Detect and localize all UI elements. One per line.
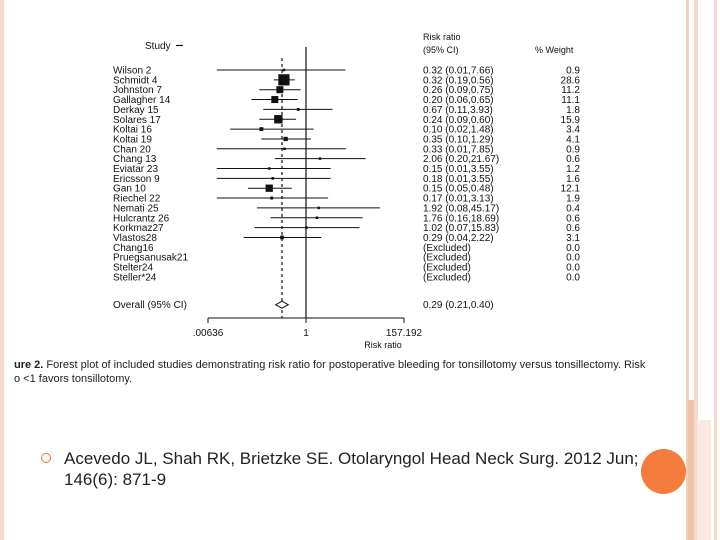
overall-diamond	[276, 301, 288, 308]
effect-marker	[278, 74, 289, 85]
study-name: Solares 17	[113, 114, 161, 126]
effect-marker	[270, 197, 273, 200]
ci-value: 2.06 (0.20,21.67)	[423, 154, 500, 166]
study-row	[113, 144, 580, 155]
overall-label: Overall (95% CI)	[113, 300, 187, 312]
x-axis-label: Risk ratio	[364, 340, 402, 350]
weight-value: 0.0	[566, 252, 580, 264]
study-row	[113, 66, 580, 77]
figure-caption	[14, 358, 682, 386]
study-row	[113, 154, 580, 165]
study-row	[113, 164, 580, 175]
study-row	[113, 253, 580, 264]
study-row	[113, 115, 580, 126]
weight-value: 1.6	[566, 173, 580, 185]
overall-ci-value: 0.29 (0.21,0.40)	[423, 300, 494, 312]
effect-marker	[284, 137, 288, 141]
ci-header: (95% CI)	[423, 45, 459, 55]
study-row	[113, 184, 580, 195]
ci-value: 0.29 (0.04,2.22)	[423, 232, 494, 244]
study-name: Gan 10	[113, 183, 146, 195]
effect-marker	[259, 127, 263, 131]
study-name: Schmidt 4	[113, 75, 158, 87]
weight-value: 1.2	[566, 164, 580, 175]
decorative-circle	[641, 449, 686, 494]
weight-value: 1.8	[566, 104, 580, 116]
slide-border-right	[714, 0, 717, 540]
ci-value: 0.67 (0.11,3.93)	[423, 104, 493, 116]
effect-marker	[276, 86, 283, 93]
ci-value: 0.18 (0.01,3.55)	[423, 173, 494, 185]
bullet-icon	[41, 453, 51, 463]
caption-text: Forest plot of included studies demonstrating risk ratio for postoperative bleeding for tonsillotomy versus tonsillectomy. Risk	[46, 359, 646, 371]
study-name: Johnston 7	[113, 85, 162, 97]
slide-border-accent	[688, 400, 694, 540]
ci-value: (Excluded)	[423, 252, 471, 264]
effect-marker	[280, 236, 284, 240]
effect-marker	[297, 108, 300, 111]
weight-value: 11.1	[561, 95, 580, 107]
study-header: Study	[145, 41, 171, 52]
weight-value: 0.9	[566, 144, 580, 156]
study-row	[113, 74, 580, 86]
ci-value: 1.92 (0.08,45.17)	[423, 203, 500, 215]
study-name: Eviatar 23	[113, 164, 159, 175]
effect-marker	[317, 207, 320, 210]
study-name: Koltai 19	[113, 134, 152, 146]
slide-border-accent	[697, 420, 711, 540]
weight-value: 0.0	[566, 272, 580, 284]
study-name: Riechel 22	[113, 193, 161, 205]
study-name: Chang16	[113, 242, 154, 254]
weight-value: 0.6	[566, 154, 580, 166]
citation-text: Acevedo JL, Shah RK, Brietzke SE. Otolaryngol Head Neck Surg. 2012 Jun; 146(6): 871-9	[64, 449, 639, 489]
ci-value: 0.15 (0.01,3.55)	[423, 164, 494, 175]
weight-value: 0.4	[566, 203, 580, 215]
weight-value: 0.6	[566, 223, 580, 235]
ci-value: 0.20 (0.06,0.65)	[423, 95, 494, 107]
ci-value: 0.10 (0.02,1.48)	[423, 124, 494, 136]
weight-value: 12.1	[560, 183, 580, 195]
effect-marker	[319, 157, 322, 160]
ci-value: 0.24 (0.09,0.60)	[423, 114, 494, 126]
weight-value: 15.9	[560, 114, 580, 126]
study-name: Ericsson 9	[113, 173, 160, 185]
study-row	[113, 134, 580, 145]
weight-value: 28.6	[560, 75, 580, 87]
weight-value: 11.2	[561, 85, 580, 97]
ci-value: (Excluded)	[423, 272, 471, 284]
study-name: Chang 13	[113, 154, 157, 166]
weight-value: 0.6	[566, 213, 580, 225]
effect-marker	[268, 167, 271, 170]
ci-value: 0.35 (0.10,1.29)	[423, 134, 494, 146]
study-row	[113, 105, 580, 116]
ci-value: (Excluded)	[423, 262, 471, 274]
study-row	[113, 272, 580, 283]
ci-value: 0.26 (0.09,0.75)	[423, 85, 494, 97]
weight-value: 0.9	[566, 65, 580, 77]
effect-marker	[316, 217, 319, 220]
weight-value: 3.4	[566, 124, 580, 136]
effect-marker	[271, 96, 278, 103]
caption-text-line2: o <1 favors tonsillotomy.	[14, 373, 133, 385]
study-row	[113, 203, 580, 214]
study-name: Korkmaz27	[113, 223, 164, 235]
study-name: Pruegsanusak21	[113, 252, 189, 264]
study-name: Gallagher 14	[113, 95, 171, 107]
study-name: Wilson 2	[113, 65, 152, 77]
study-row	[113, 174, 580, 185]
study-name: Hulcrantz 26	[113, 213, 170, 225]
study-row	[113, 194, 580, 205]
study-row	[113, 125, 580, 136]
effect-marker	[271, 177, 274, 180]
ci-value: 0.33 (0.01,7.85)	[423, 144, 494, 156]
weight-header: % Weight	[535, 45, 574, 55]
weight-value: 0.0	[566, 262, 580, 274]
x-tick-label: 1	[303, 328, 309, 339]
study-row	[113, 85, 580, 96]
ci-value: 1.02 (0.07,15.83)	[423, 223, 500, 235]
study-row	[113, 233, 580, 244]
weight-value: 1.9	[566, 193, 580, 205]
effect-marker	[283, 69, 286, 72]
study-name: Stelter24	[113, 262, 154, 274]
overall-row	[113, 300, 494, 311]
study-row	[113, 213, 580, 224]
effect-marker	[283, 148, 286, 151]
ci-value: (Excluded)	[423, 242, 471, 254]
ci-value: 0.17 (0.01,3.13)	[423, 193, 494, 205]
study-name: Steller*24	[113, 272, 157, 284]
effect-marker	[305, 226, 308, 229]
study-name: Koltai 16	[113, 124, 152, 136]
ci-value: 0.32 (0.01,7.66)	[423, 65, 494, 77]
study-name: Nemati 25	[113, 203, 159, 215]
weight-value: 3.1	[566, 232, 580, 244]
effect-marker	[266, 185, 273, 192]
study-name: Chan 20	[113, 144, 151, 156]
x-tick-label: 157.192	[385, 328, 423, 339]
study-name: Vlastos28	[113, 232, 157, 244]
ci-value: 0.15 (0.05,0.48)	[423, 183, 494, 195]
study-row	[113, 263, 580, 274]
ci-value: 0.32 (0.19,0.56)	[423, 75, 494, 87]
effect-marker	[274, 115, 282, 123]
ci-value: 1.76 (0.16,18.69)	[423, 213, 500, 225]
x-tick-label: .00636	[192, 328, 224, 339]
weight-value: 0.0	[566, 242, 580, 254]
figure-label: ure 2.	[14, 359, 44, 371]
risk-ratio-header: Risk ratio	[423, 32, 461, 42]
study-row	[113, 95, 580, 106]
weight-value: 4.1	[566, 134, 580, 146]
study-name: Derkay 15	[113, 104, 159, 116]
study-row	[113, 223, 580, 234]
